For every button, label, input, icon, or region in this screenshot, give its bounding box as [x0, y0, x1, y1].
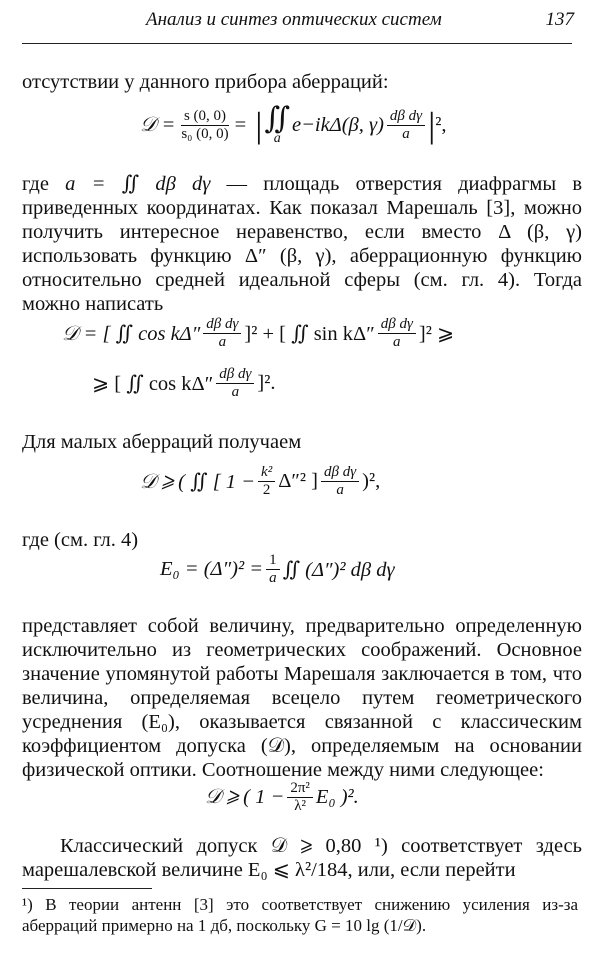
- paragraph-1: отсутствии у данного прибора аберраций:: [22, 71, 389, 93]
- eq4-part-b: ∬ (Δ″)² dβ dγ: [282, 559, 395, 581]
- page-number: 137: [545, 9, 574, 30]
- equation-3: [140, 464, 380, 499]
- eq4-num: 1: [266, 552, 280, 570]
- eq2-l1-part-b: ]² + [ ∬ sin kΔ″: [244, 323, 375, 345]
- eq4-fraction: [266, 552, 280, 587]
- eq2-l1-frac2-num: dβ dγ: [378, 316, 416, 334]
- eq1-measure-fraction: [387, 108, 425, 143]
- eq1-left-bar: |: [246, 105, 263, 145]
- eq3-part-b: Δ″² ]: [278, 470, 319, 492]
- running-header: Анализ и синтез оптических систем: [146, 9, 442, 30]
- p2-prefix: где: [22, 173, 66, 195]
- eq1-measure-num: dβ dγ: [387, 108, 425, 126]
- eq4-den: a: [269, 570, 277, 586]
- equation-4: [160, 552, 395, 587]
- eq5-num: 2π²: [287, 780, 313, 798]
- eq3-k-fraction: [258, 464, 275, 499]
- eq1-integral: [264, 104, 290, 146]
- eq1-lhs: 𝒟 =: [140, 113, 176, 136]
- header-rule: [22, 43, 572, 44]
- eq3-measure-den: a: [336, 482, 344, 498]
- eq1-exponential: e−ikΔ(β, γ): [291, 113, 384, 136]
- eq1-numerator: s (0, 0): [181, 108, 229, 126]
- eq3-k-num: k²: [258, 464, 275, 482]
- double-integral-sign: ∬: [264, 102, 290, 135]
- equation-2-line-1: [62, 316, 454, 351]
- eq1-measure-den: a: [402, 125, 410, 142]
- footnote: ¹) В теории антенн [3] это соответствует снижению усиления из-за аберраций примерно на 1 дб, поскольку G = 10 lg (1/𝒟).: [22, 895, 578, 935]
- eq2-l1-frac2: [378, 316, 416, 351]
- paragraph-3: Для малых аберраций получаем: [22, 431, 302, 453]
- eq3-part-c: )²,: [362, 470, 381, 492]
- eq2-l2-frac-den: a: [231, 384, 240, 400]
- eq5-den: λ²: [294, 798, 307, 814]
- paragraph-5: представляет собой величину, предварительно определенную исключительно из геометрических соображений. Основное значение упомянутой работы Марешаля заключается в том, что величина, определяемая всецело путем геометрического усреднения (E₀), оказывается связанной с классическим коэффициентом допуска (𝒟), определяемым на основании физической оптики. Соотношение между ними следующее:: [22, 615, 582, 781]
- eq2-l2-frac-num: dβ dγ: [216, 366, 254, 384]
- paragraph-6: Классический допуск 𝒟 ⩾ 0,80 ¹) соответствует здесь марешалевской величине E₀ ⩽ λ²/184, или, если перейти: [22, 835, 582, 881]
- eq2-l1-frac2-den: a: [393, 334, 401, 350]
- eq2-l1-frac1: [203, 316, 241, 351]
- p2-text: — площадь отверстия диафрагмы в приведенных координатах. Как показал Марешаль [3], можно получить интересное неравенство, если вместо Δ (β, γ) использовать функцию Δ″ (β, γ), аберрационную функцию относительно средней идеальной сферы (см. гл. 4). Тогда можно написать: [22, 173, 582, 315]
- eq2-l2-part-a: ⩾ [ ∬ cos kΔ″: [92, 373, 214, 395]
- eq5-part-a: 𝒟 ⩾ ( 1 −: [205, 786, 285, 808]
- footnote-rule: [22, 888, 152, 889]
- equation-1: [140, 104, 447, 146]
- eq3-k-den: 2: [262, 482, 271, 498]
- eq2-l1-frac1-den: a: [218, 334, 227, 350]
- eq1-equals: =: [234, 113, 247, 136]
- eq2-l2-part-c: ]².: [257, 372, 276, 394]
- equation-2-line-2: [92, 366, 276, 401]
- eq1-tail: ²,: [435, 113, 447, 136]
- eq2-l1-part-c: ]² ⩾: [418, 323, 455, 345]
- eq1-denominator: s₀ (0, 0): [181, 125, 229, 142]
- equation-5: [205, 780, 359, 815]
- eq3-measure-fraction: [321, 464, 359, 499]
- eq1-fraction: [178, 108, 231, 143]
- integral-subscript: a: [273, 131, 281, 146]
- eq5-fraction: [287, 780, 313, 815]
- paragraph-4: где (см. гл. 4): [22, 529, 139, 551]
- eq4-part-a: E₀ = (Δ″)² =: [160, 558, 264, 580]
- eq5-part-b: E₀ )².: [315, 786, 359, 808]
- eq2-l2-frac: [216, 366, 254, 401]
- eq2-l1-part-a: 𝒟 = [ ∬ cos kΔ″: [62, 323, 201, 345]
- eq2-l1-frac1-num: dβ dγ: [203, 316, 241, 334]
- eq3-measure-num: dβ dγ: [321, 464, 359, 482]
- eq3-part-a: 𝒟 ⩾ ( ∬ [ 1 −: [140, 471, 256, 493]
- eq1-right-bar: |: [428, 105, 436, 145]
- paragraph-2: [22, 172, 582, 316]
- aperture-area-formula: a = ∬ dβ dγ: [65, 173, 211, 195]
